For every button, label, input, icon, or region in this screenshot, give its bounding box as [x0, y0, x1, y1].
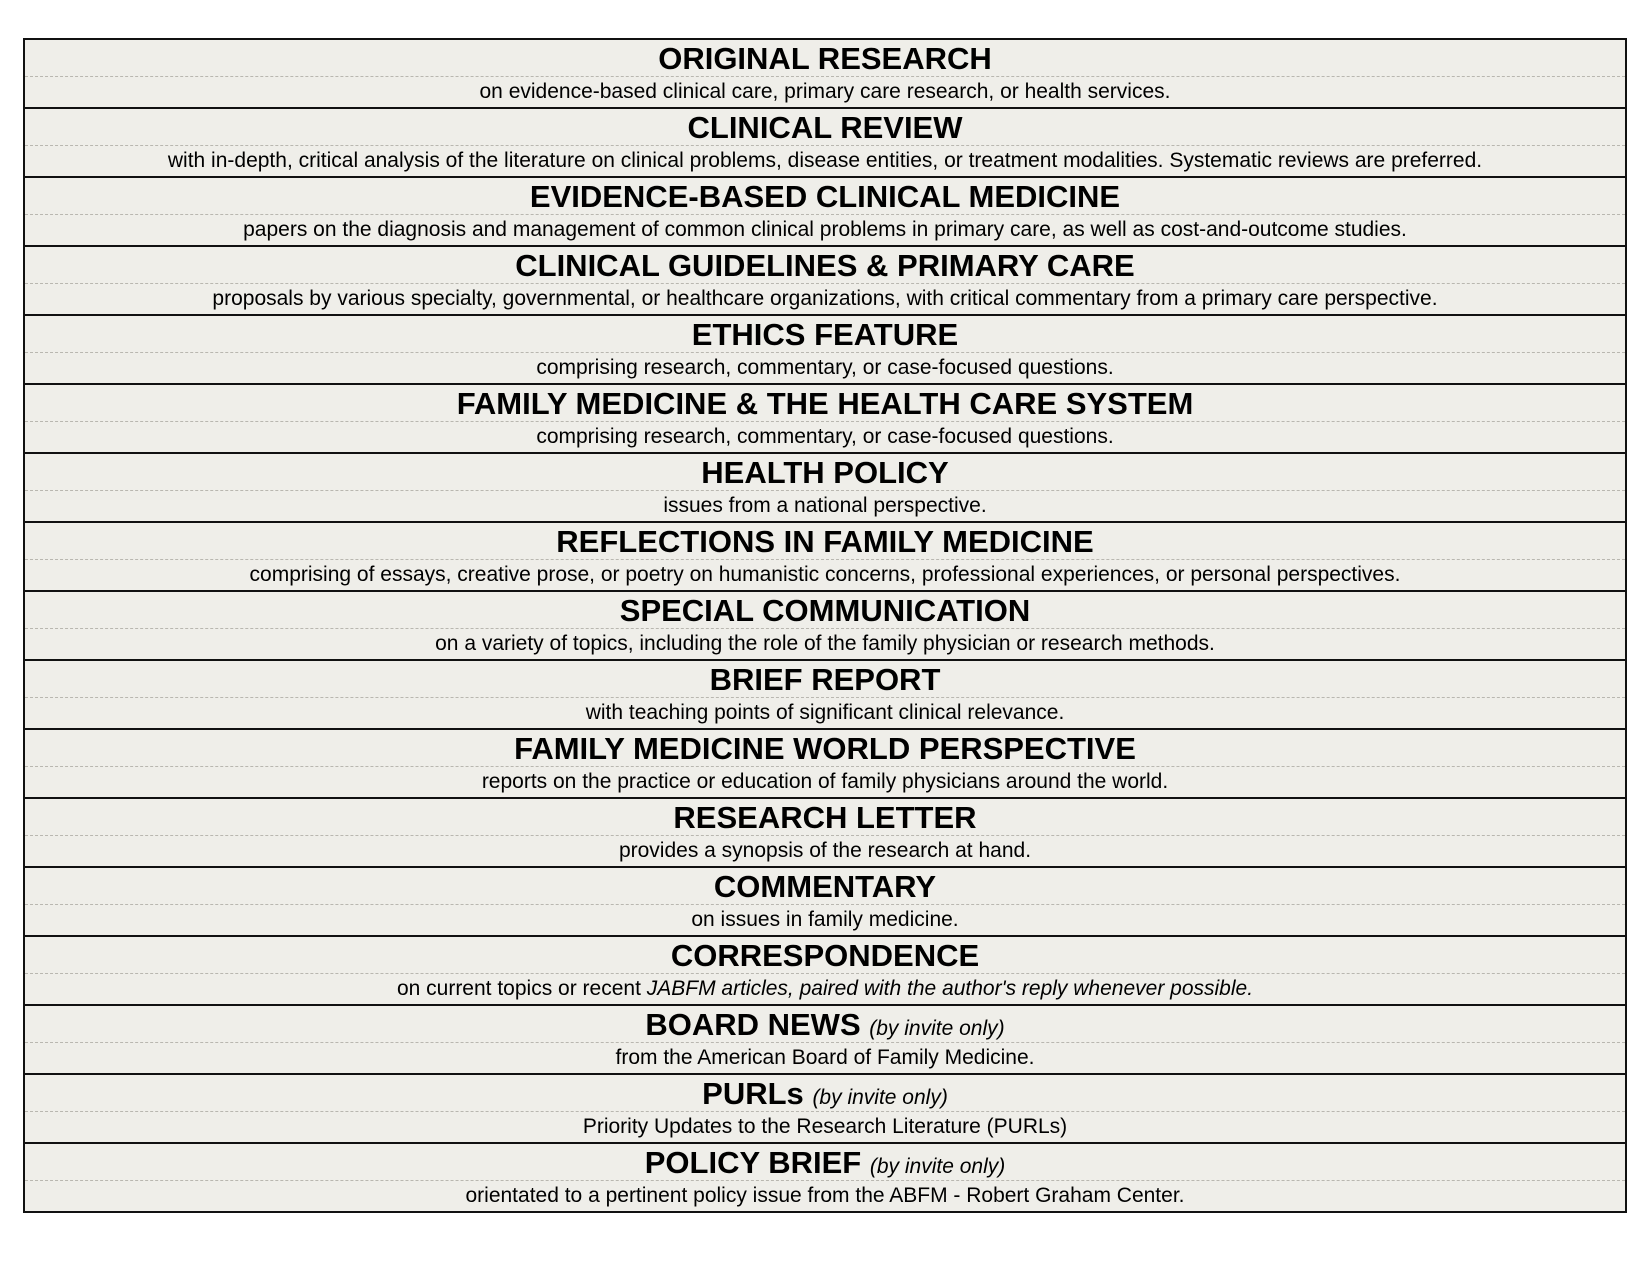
section-description	[25, 974, 1625, 1004]
section-title	[25, 523, 1625, 560]
section-description-text: on a variety of topics, including the role of the family physician or research methods.	[435, 632, 1215, 655]
section-row	[25, 728, 1625, 797]
section-title-text: FAMILY MEDICINE & THE HEALTH CARE SYSTEM	[456, 386, 1194, 421]
section-description	[25, 836, 1625, 866]
section-description-italic: JABFM articles, paired with the author's reply whenever possible.	[646, 977, 1254, 1000]
article-types-table	[23, 38, 1627, 1213]
section-title	[25, 385, 1625, 422]
section-title-text: FAMILY MEDICINE WORLD PERSPECTIVE	[514, 731, 1136, 766]
section-description	[25, 215, 1625, 245]
section-row	[25, 452, 1625, 521]
section-title	[25, 592, 1625, 629]
section-row	[25, 107, 1625, 176]
invite-only-note: (by invite only)	[869, 1155, 1006, 1178]
section-description-text: on issues in family medicine.	[691, 908, 959, 931]
section-title	[25, 316, 1625, 353]
section-description-text: reports on the practice or education of family physicians around the world.	[481, 770, 1169, 793]
section-row	[25, 590, 1625, 659]
section-title-text: PURLs	[702, 1076, 804, 1111]
section-description	[25, 698, 1625, 728]
section-row	[25, 866, 1625, 935]
section-description	[25, 422, 1625, 452]
section-description-text: on current topics or recent	[396, 977, 647, 1000]
section-title-text: COMMENTARY	[713, 869, 937, 904]
section-title	[25, 868, 1625, 905]
section-description	[25, 491, 1625, 521]
section-row	[25, 314, 1625, 383]
section-description	[25, 905, 1625, 935]
section-description-text: with in-depth, critical analysis of the literature on clinical problems, disease entities, or treatment modalities. Systematic reviews are preferred.	[167, 149, 1483, 172]
section-description-text: proposals by various specialty, governmental, or healthcare organizations, with critical commentary from a primary care perspective.	[212, 287, 1438, 310]
section-title	[25, 1144, 1625, 1181]
section-row	[25, 521, 1625, 590]
section-title-text: RESEARCH LETTER	[673, 800, 977, 835]
section-description-text: orientated to a pertinent policy issue from the ABFM - Robert Graham Center.	[465, 1184, 1185, 1207]
section-description-text: Priority Updates to the Research Literature (PURLs)	[582, 1115, 1068, 1138]
section-title-text: CLINICAL REVIEW	[687, 110, 963, 145]
section-description-text: papers on the diagnosis and management of common clinical problems in primary care, as well as cost-and-outcome studies.	[243, 218, 1407, 241]
section-title	[25, 730, 1625, 767]
section-title	[25, 661, 1625, 698]
section-description	[25, 1043, 1625, 1073]
section-title-text: ORIGINAL RESEARCH	[658, 41, 992, 76]
section-title-text: BRIEF REPORT	[709, 662, 941, 697]
section-description-text: comprising research, commentary, or case-focused questions.	[536, 356, 1114, 379]
section-title-text: BOARD NEWS	[645, 1007, 861, 1042]
section-title	[25, 40, 1625, 77]
section-description	[25, 629, 1625, 659]
section-title	[25, 109, 1625, 146]
section-title	[25, 799, 1625, 836]
section-title-text: ETHICS FEATURE	[691, 317, 959, 352]
section-row	[25, 659, 1625, 728]
section-row	[25, 797, 1625, 866]
section-description	[25, 353, 1625, 383]
section-title	[25, 937, 1625, 974]
section-row	[25, 40, 1625, 107]
section-title-text: HEALTH POLICY	[701, 455, 949, 490]
section-description-text: on evidence-based clinical care, primary care research, or health services.	[479, 80, 1171, 103]
section-description	[25, 284, 1625, 314]
section-row	[25, 1142, 1625, 1211]
section-row	[25, 245, 1625, 314]
section-description-text: comprising of essays, creative prose, or poetry on humanistic concerns, professional experiences, or personal perspectives.	[249, 563, 1401, 586]
section-description-text: issues from a national perspective.	[663, 494, 987, 517]
section-title	[25, 454, 1625, 491]
section-row	[25, 383, 1625, 452]
section-description	[25, 767, 1625, 797]
section-title-text: REFLECTIONS IN FAMILY MEDICINE	[556, 524, 1094, 559]
section-row	[25, 935, 1625, 1004]
section-description	[25, 560, 1625, 590]
section-row	[25, 1073, 1625, 1142]
section-row	[25, 1004, 1625, 1073]
section-title-text: CORRESPONDENCE	[670, 938, 980, 973]
section-description-text: comprising research, commentary, or case-focused questions.	[536, 425, 1114, 448]
section-title	[25, 247, 1625, 284]
section-title-text: CLINICAL GUIDELINES & PRIMARY CARE	[515, 248, 1135, 283]
section-description	[25, 1181, 1625, 1211]
section-description-text: from the American Board of Family Medicine.	[615, 1046, 1035, 1069]
section-title-text: EVIDENCE-BASED CLINICAL MEDICINE	[529, 179, 1121, 214]
section-title	[25, 1006, 1625, 1043]
invite-only-note: (by invite only)	[812, 1086, 948, 1109]
section-title-text: SPECIAL COMMUNICATION	[619, 593, 1031, 628]
section-description-text: with teaching points of significant clinical relevance.	[585, 701, 1065, 724]
section-title	[25, 178, 1625, 215]
section-description	[25, 1112, 1625, 1142]
section-title-text: POLICY BRIEF	[644, 1145, 862, 1180]
invite-only-note: (by invite only)	[869, 1017, 1005, 1040]
section-description-text: provides a synopsis of the research at hand.	[618, 839, 1032, 862]
section-row	[25, 176, 1625, 245]
section-description	[25, 77, 1625, 107]
section-description	[25, 146, 1625, 176]
section-title	[25, 1075, 1625, 1112]
